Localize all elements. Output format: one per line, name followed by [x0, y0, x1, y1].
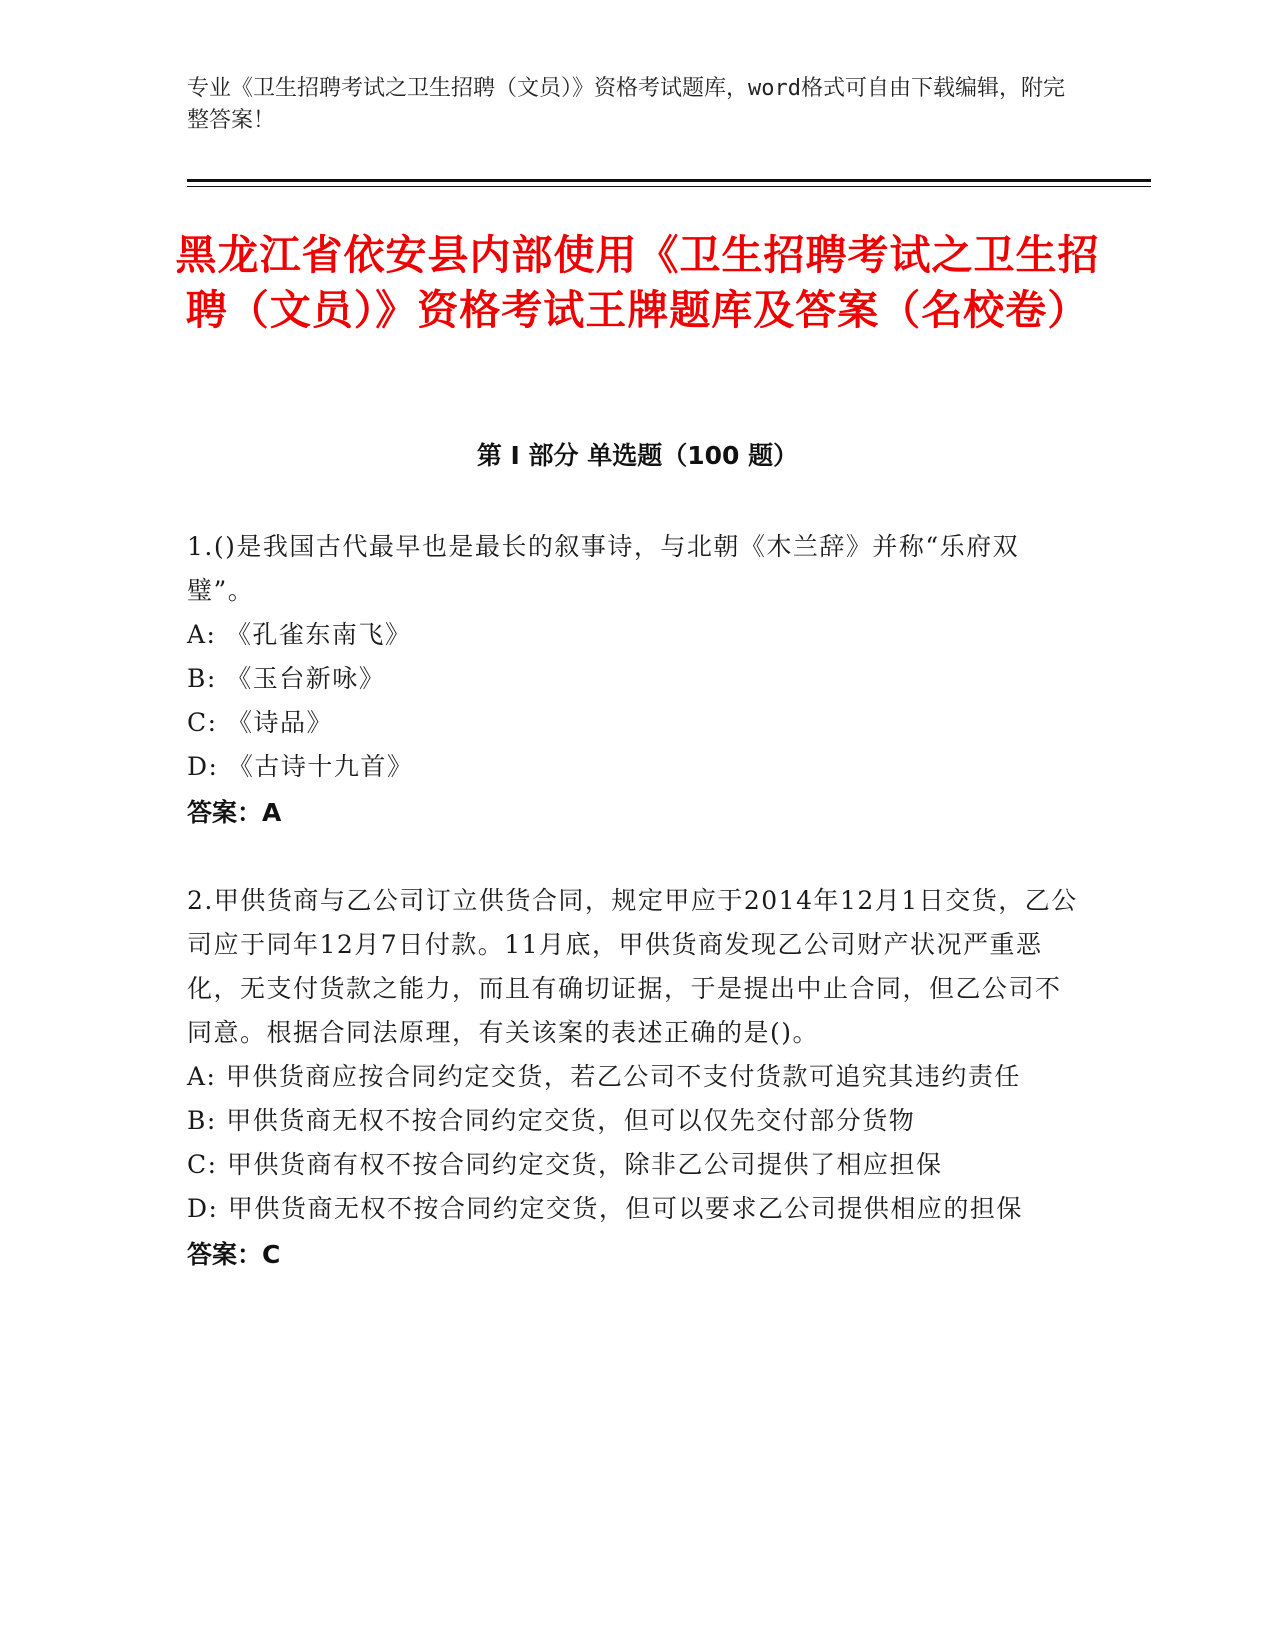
question-1 — [187, 525, 1082, 837]
question-2 — [187, 879, 1082, 1279]
option-b: B: 甲供货商无权不按合同约定交货，但可以仅先交付部分货物 — [187, 1106, 916, 1135]
option-c: C: 《诗品》 — [187, 708, 333, 737]
option-d: D: 《古诗十九首》 — [187, 752, 414, 781]
question-list — [187, 525, 1082, 1321]
question-stem: 1.()是我国古代最早也是最长的叙事诗，与北朝《木兰辞》并称“乐府双璧”。 — [187, 532, 1020, 605]
answer-label: 答案：A — [187, 798, 282, 827]
document-title: 黑龙江省依安县内部使用《卫生招聘考试之卫生招聘（文员）》资格考试王牌题库及答案（名校卷） — [175, 231, 1100, 334]
header-rule-thick — [187, 179, 1151, 182]
header-rule-thin — [187, 186, 1151, 187]
section-title: 第 I 部分 单选题（100 题） — [476, 441, 799, 470]
option-d: D: 甲供货商无权不按合同约定交货，但可以要求乙公司提供相应的担保 — [187, 1194, 1023, 1223]
header-note: 专业《卫生招聘考试之卫生招聘（文员）》资格考试题库，word格式可自由下载编辑，附完整答案！ — [187, 76, 1065, 133]
option-c: C: 甲供货商有权不按合同约定交货，除非乙公司提供了相应担保 — [187, 1150, 943, 1179]
question-stem: 2.甲供货商与乙公司订立供货合同，规定甲应于2014年12月1日交货，乙公司应于同年12月7日付款。11月底，甲供货商发现乙公司财产状况严重恶化，无支付货款之能力，而且有确切证据，于是提出中止合同，但乙公司不同意。根据合同法原理，有关该案的表述正确的是()。 — [187, 886, 1078, 1047]
option-a: A: 《孔雀东南飞》 — [187, 620, 412, 649]
answer-label: 答案：C — [187, 1240, 281, 1269]
option-a: A: 甲供货商应按合同约定交货，若乙公司不支付货款可追究其违约责任 — [187, 1062, 1021, 1091]
option-b: B: 《玉台新咏》 — [187, 664, 386, 693]
